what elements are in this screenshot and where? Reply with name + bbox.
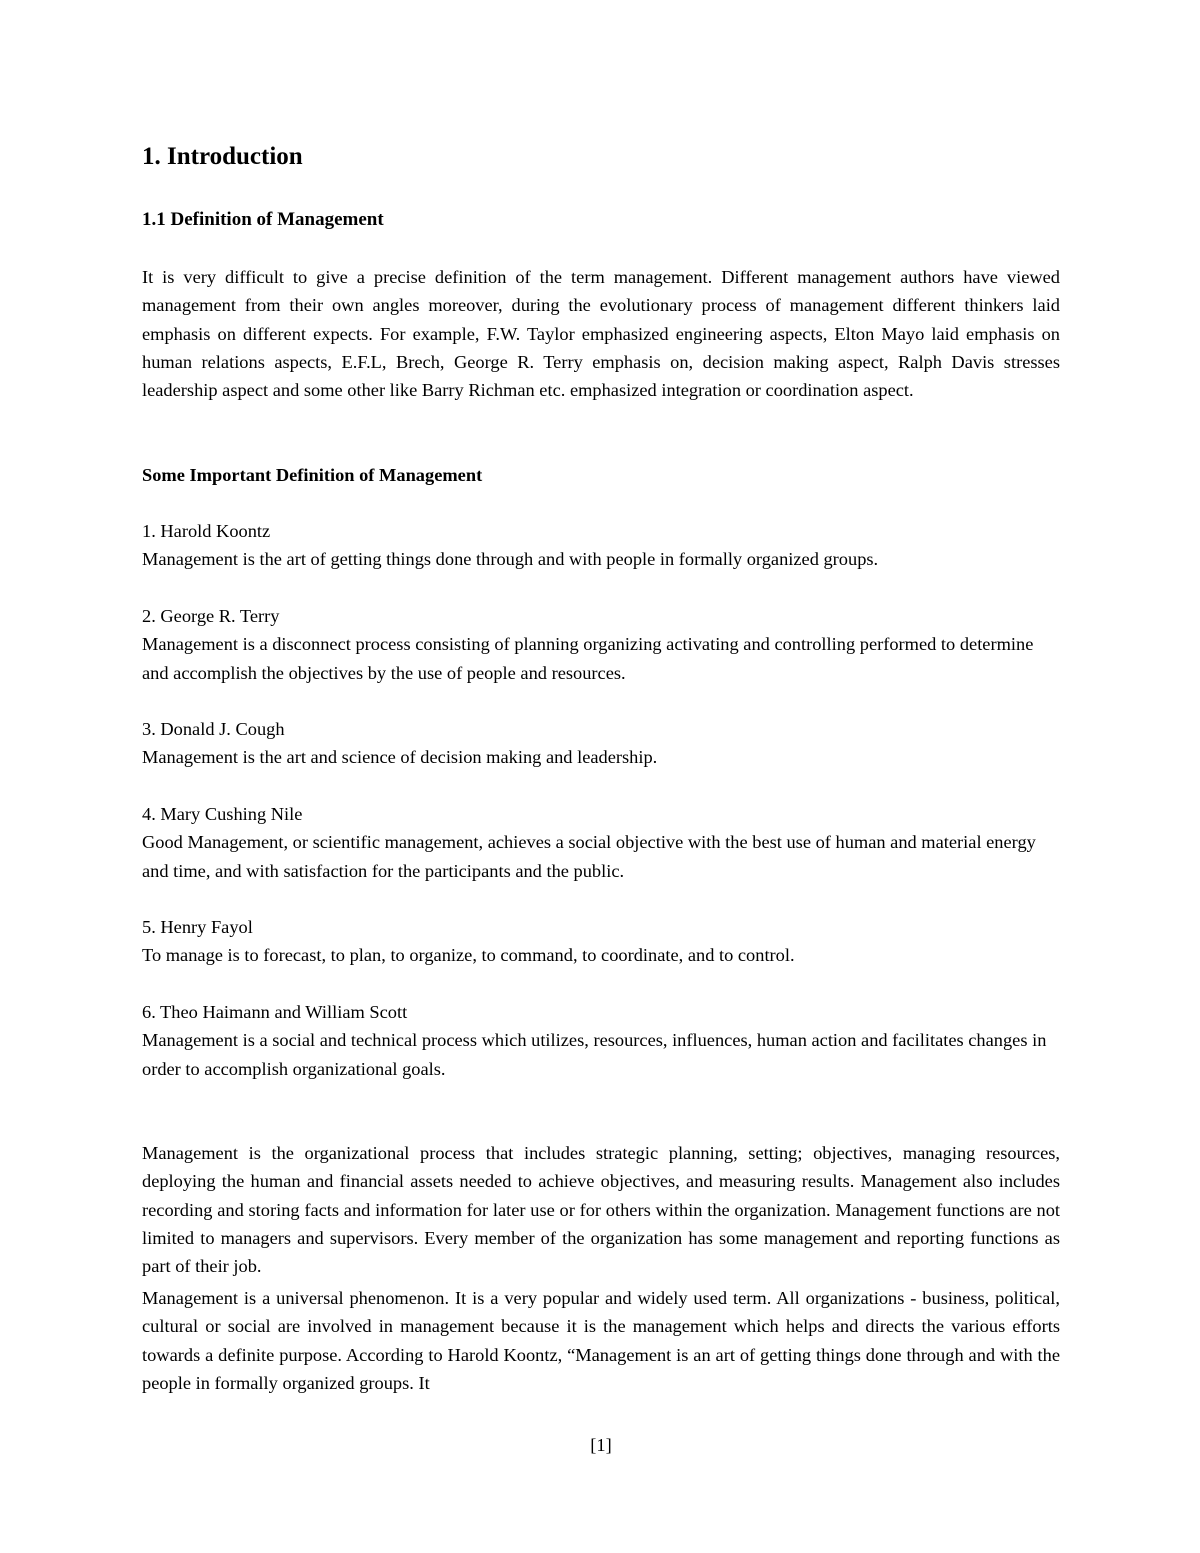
definition-item (142, 998, 1060, 1083)
definition-author: 6. Theo Haimann and William Scott (142, 1002, 408, 1022)
definition-text: To manage is to forecast, to plan, to organize, to command, to coordinate, and to control. (142, 945, 795, 966)
definition-item (142, 602, 1060, 687)
definition-text: Good Management, or scientific management, achieves a social objective with the best use of human and material energy and time, and with satisfaction for the participants and the public. (142, 832, 1036, 881)
intro-paragraph: It is very difficult to give a precise definition of the term management. Different management authors have viewed management from their own angles moreover, during the evolutionary process of management different thinkers laid emphasis on different expects. For example, F.W. Taylor emphasized engineering aspects, Elton Mayo laid emphasis on human relations aspects, E.F.L, Brech, George R. Terry emphasis on, decision making aspect, Ralph Davis stresses leadership aspect and some other like Barry Richman etc. emphasized integration or coordination aspect. (142, 267, 1060, 401)
document-page (142, 0, 1060, 1553)
definition-text: Management is a disconnect process consisting of planning organizing activating and controlling performed to determine and accomplish the objectives by the use of people and resources. (142, 634, 1034, 683)
definition-author: 4. Mary Cushing Nile (142, 804, 303, 824)
definition-item (142, 800, 1060, 885)
definition-item (142, 913, 1060, 970)
definition-author: 3. Donald J. Cough (142, 719, 285, 739)
definitions-heading: Some Important Definition of Management (142, 465, 483, 485)
definition-text: Management is the art of getting things done through and with people in formally organized groups. (142, 549, 879, 570)
definition-item (142, 715, 1060, 772)
page-number: [1] (590, 1435, 612, 1455)
definition-author: 5. Henry Fayol (142, 917, 253, 937)
body-paragraph: Management is the organizational process that includes strategic planning, setting; objectives, managing resources, deploying the human and financial assets needed to achieve objectives, and measuring results. Management also includes recording and storing facts and information for later use or for others within the organization. Management functions are not limited to managers and supervisors. Every member of the organization has some management and reporting functions as part of their job. (142, 1143, 1060, 1277)
section-heading: 1. Introduction (142, 143, 303, 170)
definition-text: Management is the art and science of decision making and leadership. (142, 747, 658, 768)
body-paragraph: Management is a universal phenomenon. It is a very popular and widely used term. All organizations - business, political, cultural or social are involved in management because it is the management which helps and directs the various efforts towards a definite purpose. According to Harold Koontz, “Management is an art of getting things done through and with the people in formally organized groups. It (142, 1288, 1060, 1393)
definition-item (142, 517, 1060, 574)
definition-text: Management is a social and technical process which utilizes, resources, influences, human action and facilitates changes in order to accomplish organizational goals. (142, 1030, 1047, 1079)
definition-author: 1. Harold Koontz (142, 521, 271, 541)
subsection-heading: 1.1 Definition of Management (142, 209, 384, 230)
definition-author: 2. George R. Terry (142, 606, 280, 626)
